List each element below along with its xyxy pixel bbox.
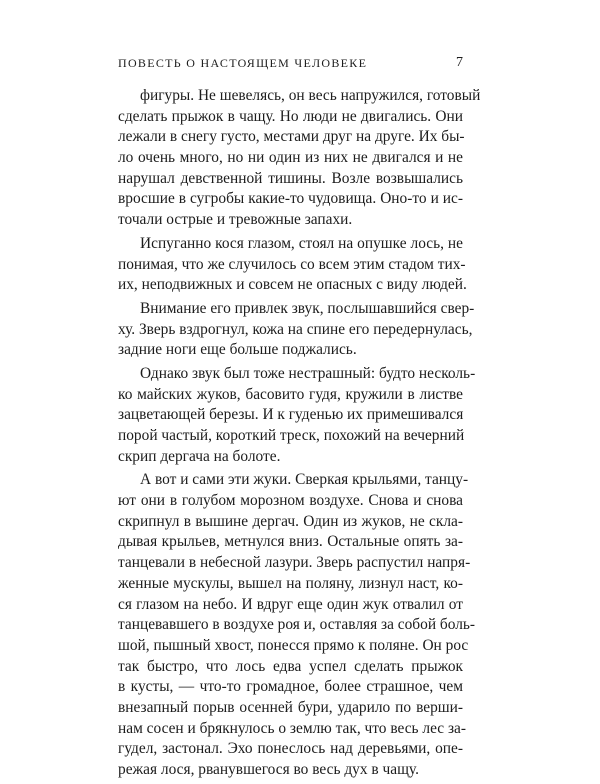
text-line: Однако звук был тоже нестрашный: будто несколь- xyxy=(140,364,476,382)
text-line: шой, пышный хвост, понесся прямо к поляне. Он рос xyxy=(118,636,469,654)
body-text xyxy=(118,86,481,784)
text-line: сделать прыжок в чащу. Но люди не двигались. Они xyxy=(118,107,463,125)
paragraph xyxy=(118,86,481,231)
text-line: их, неподвижных и совсем не опасных с виду людей. xyxy=(118,276,467,294)
text-line: ло очень много, но ни один из них не двигался и не xyxy=(118,149,463,167)
text-line: зацветающей березы. И к гуденью их примешивался xyxy=(118,406,464,424)
text-line: ся глазом на небо. И вдруг еще один жук отвалил от xyxy=(118,595,463,613)
text-line: А вот и сами эти жуки. Сверкая крыльями, танцу- xyxy=(140,471,469,489)
text-line: фигуры. Не шевелясь, он весь напружился, готовый xyxy=(140,87,481,104)
text-line: в кусты, — что-то громадное, более страшное, чем xyxy=(118,678,463,696)
text-line: скрипнул в вышине дергач. Один из жуков, не скла- xyxy=(118,512,463,530)
text-line: ко майских жуков, басовито гудя, кружили в листве xyxy=(118,385,463,403)
page-number: 7 xyxy=(456,55,463,70)
text-line: режая лося, рванувшегося во весь дух в чащу. xyxy=(118,761,419,778)
paragraph xyxy=(118,364,476,467)
text-line: внезапный порыв осенней бури, ударило по верши- xyxy=(118,698,463,716)
text-line: лежали в снегу густо, местами друг на друге. Их бы- xyxy=(118,128,465,146)
text-line: Испуганно кося глазом, стоял на опушке лось, не xyxy=(140,234,463,252)
text-line: ху. Зверь вздрогнул, кожа на спине его передернулась, xyxy=(118,320,473,338)
paragraph xyxy=(118,299,475,361)
text-line: танцевавшего в воздухе роя и, оставляя за собой боль- xyxy=(118,616,476,634)
text-line: танцевали в небесной лазури. Зверь распустил напря- xyxy=(118,554,471,572)
text-line: точали острые и тревожные запахи. xyxy=(118,211,353,229)
paragraph xyxy=(118,234,467,296)
text-line: нам сосен и брякнулось о землю так, что весь лес за- xyxy=(118,719,467,737)
text-line: так быстро, что лось едва успел сделать прыжок xyxy=(118,657,463,675)
text-line: понимая, что же случилось со всем этим стадом тих- xyxy=(118,255,466,273)
running-header xyxy=(118,56,463,76)
text-line: ют они в голубом морозном воздухе. Снова и снова xyxy=(118,492,463,510)
text-line: женные мускулы, вышел на поляну, лизнул наст, ко- xyxy=(118,574,463,592)
text-line: нарушал девственной тишины. Возле возвышались xyxy=(118,169,463,187)
text-line: вросшие в сугробы какие-то чудовища. Оно-то и ис- xyxy=(118,190,463,208)
text-line: задние ноги еще больше поджались. xyxy=(118,341,357,359)
text-line: дывая крыльев, метнулся вниз. Остальные опять за- xyxy=(118,533,463,551)
text-line: порой частый, короткий треск, похожий на вечерний xyxy=(118,427,465,444)
text-line: скрип дергача на болоте. xyxy=(118,447,281,465)
text-line: Внимание его привлек звук, послышавшийся свер- xyxy=(140,299,475,317)
paragraph xyxy=(118,470,476,780)
text-line: гудел, застонал. Эхо понеслось над деревьями, опе- xyxy=(118,740,463,758)
running-title: ПОВЕСТЬ О НАСТОЯЩЕМ ЧЕЛОВЕКЕ xyxy=(118,56,368,70)
